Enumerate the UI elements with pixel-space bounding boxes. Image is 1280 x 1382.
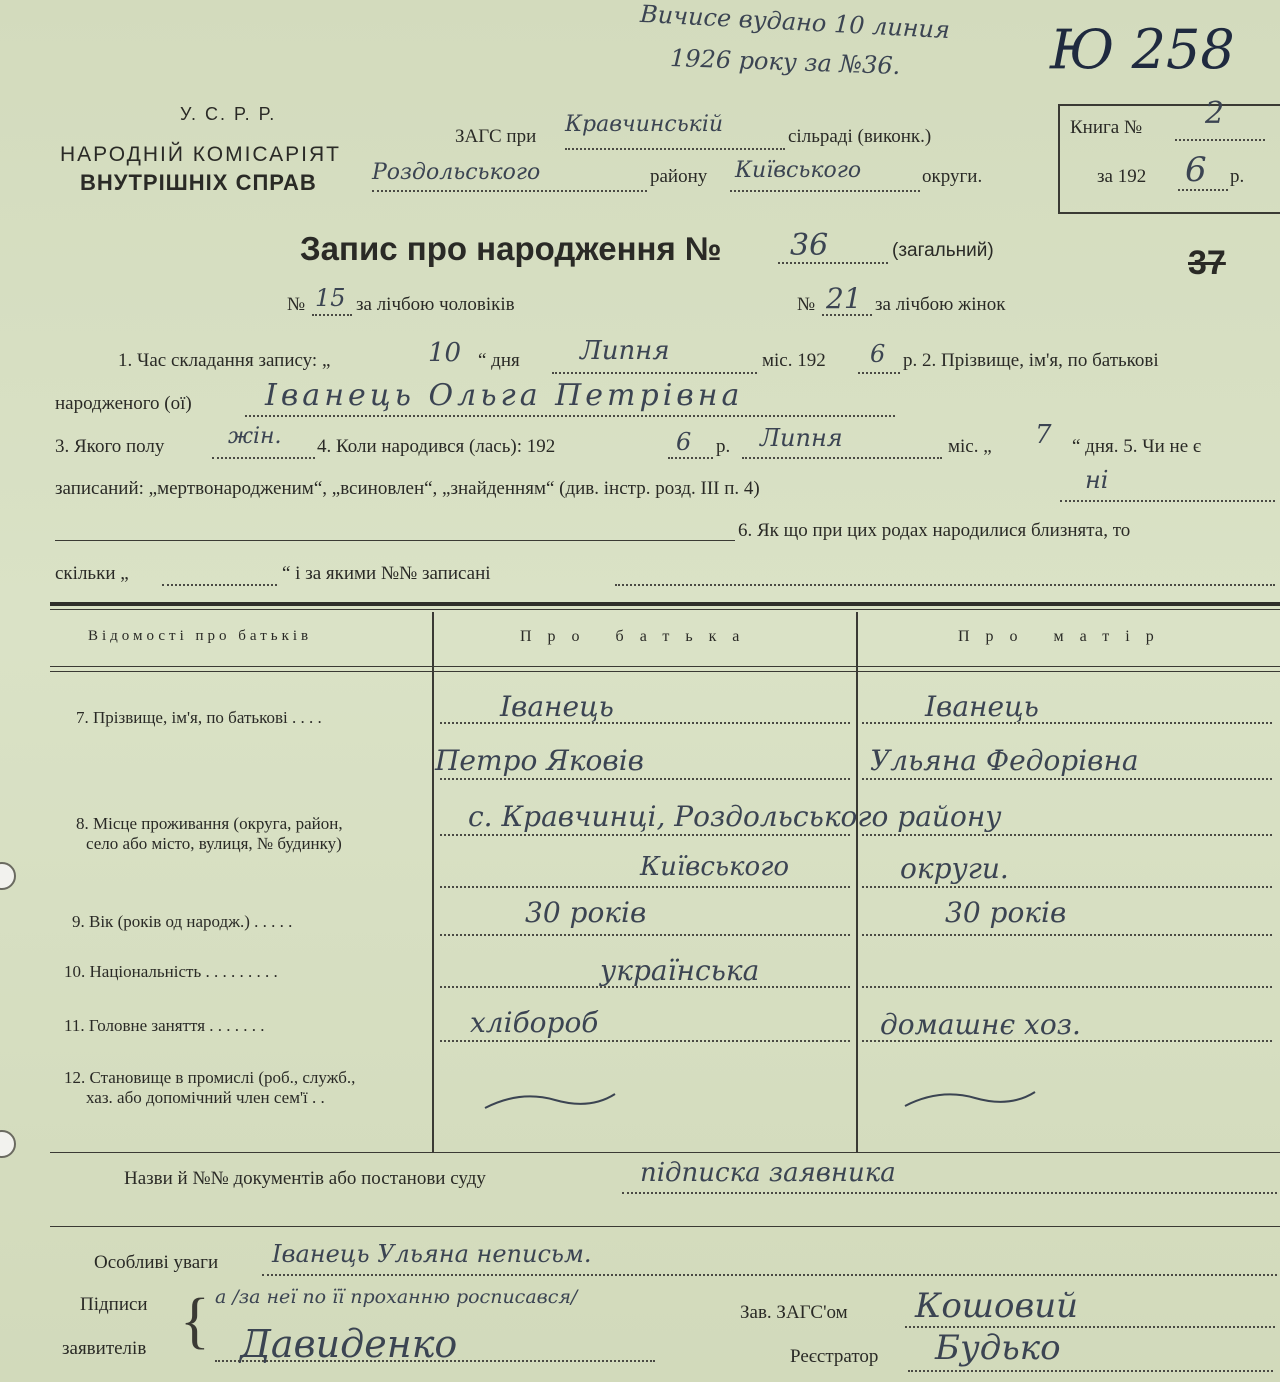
child-name-handwritten: Іванець Ольга Петрівна (265, 378, 744, 413)
father-surname: Іванець (500, 690, 614, 723)
child-name-dotline (245, 415, 895, 417)
field1-label-d: р. 2. Прізвище, ім'я, по батькові (903, 350, 1159, 371)
docs-label: Назви й №№ документів або постанови суду (124, 1168, 486, 1189)
notes-dotline (262, 1274, 1277, 1276)
field3-label-d: міс. „ (948, 436, 992, 457)
notes-label: Особливі уваги (94, 1252, 219, 1273)
row8b-dotline-mother (862, 886, 1272, 888)
father-status-dash (480, 1086, 620, 1116)
book-dotline (1175, 139, 1265, 141)
record-month-dotline (552, 372, 757, 374)
docs-handwritten: підписка заявника (640, 1158, 896, 1188)
archive-number: Ю 258 (1050, 18, 1235, 81)
birth-year-handwritten: 6 (676, 428, 692, 456)
table-bottom-rule (50, 1152, 1280, 1153)
record-number-handwritten: 36 (790, 228, 829, 263)
women-count-prefix: № (797, 294, 816, 315)
father-residence-line2: Київського (640, 852, 790, 882)
row8-dotline-mother (862, 834, 1272, 836)
men-count-handwritten: 15 (315, 284, 346, 312)
okrug-label: округи. (922, 166, 983, 187)
table-header-mother: Про матір (958, 628, 1170, 645)
record-year-handwritten: 6 (870, 340, 886, 368)
village-handwritten: Кравчинській (565, 112, 724, 137)
row7-dotline-mother (862, 722, 1272, 724)
village-dotline (565, 148, 785, 150)
notes-handwritten: Іванець Ульяна неписьм. (272, 1240, 592, 1268)
field6-blank-line (55, 540, 735, 541)
applicant-signature-a: а /за неї по її проханню росписався/ (215, 1286, 578, 1308)
field1-label-b: “ дня (478, 350, 520, 371)
record-title: Запис про народження № (300, 230, 722, 267)
republic-label: У. С. Р. Р. (180, 104, 277, 124)
men-count-dotline (312, 314, 352, 316)
row10-dotline-father (440, 986, 850, 988)
mother-surname: Іванець (925, 690, 1039, 723)
row9-dotline-father (440, 934, 850, 936)
zags-suffix: сільраді (виконк.) (788, 126, 932, 147)
row8-label-line2: село або місто, вулиця, № будинку) (86, 834, 342, 853)
signatures-brace: { (180, 1287, 210, 1355)
district-handwritten: Роздольського (372, 160, 541, 185)
zags-head-label: Зав. ЗАГС'ом (740, 1302, 848, 1323)
row12-label-line2: хаз. або допомічний член сем'ї . . (86, 1088, 325, 1107)
row9-label: 9. Вік (років од народж.) . . . . . (72, 912, 293, 931)
book-label: Книга № (1070, 117, 1143, 138)
father-nationality: українська (600, 954, 760, 987)
father-occupation: хлібороб (470, 1006, 599, 1039)
registrar-label: Реєстратор (790, 1346, 879, 1367)
field3-label-c: р. (716, 436, 731, 457)
record-day-handwritten: 10 (428, 338, 462, 368)
sex-handwritten: жін. (228, 424, 282, 449)
field5-label: записаний: „мертвонародженим“, „всиновлен“, „знайденням“ (див. інстр. розд. ІІІ п. 4) (55, 478, 760, 499)
registrar-dotline (908, 1370, 1273, 1372)
okrug-handwritten: Київського (735, 158, 862, 183)
sex-dotline (212, 457, 315, 459)
row7-dotline-father (440, 722, 850, 724)
field6b-label-a: скільки „ (55, 563, 129, 584)
father-age: 30 років (525, 896, 647, 929)
commissariat-line2: ВНУТРІШНІХ СПРАВ (80, 170, 317, 195)
mother-residence-line2: округи. (900, 852, 1009, 885)
record-number-dotline (778, 262, 888, 264)
row11-dotline-father (440, 1040, 850, 1042)
year-suffix: р. (1230, 166, 1245, 187)
twins-numbers-dotline (615, 584, 1275, 586)
row11-dotline-mother (862, 1040, 1272, 1042)
binder-hole (0, 862, 16, 890)
row9-dotline-mother (862, 934, 1272, 936)
field3-label-b: 4. Коли народився (лась): 192 (317, 436, 556, 457)
docs-dotline (622, 1192, 1277, 1194)
field1-label-a: 1. Час складання запису: „ (118, 350, 331, 371)
top-note-line1: Вичисе вудано 10 линия (639, 0, 951, 45)
book-number-handwritten: 2 (1205, 96, 1225, 131)
binder-hole (0, 1130, 16, 1158)
row7-label: 7. Прізвище, ім'я, по батькові . . . . (76, 708, 322, 727)
docs-blank-line (50, 1226, 1280, 1227)
twins-count-dotline (162, 584, 277, 586)
table-col-divider-1 (432, 612, 434, 1152)
mother-occupation: домашнє хоз. (880, 1008, 1081, 1041)
table-header-father: Про батька (520, 628, 756, 645)
row8-dotline-father (440, 834, 850, 836)
table-header-parents: Відомості про батьків (88, 628, 313, 644)
commissariat-line1: НАРОДНІЙ КОМІСАРІЯТ (60, 143, 341, 166)
women-count-handwritten: 21 (826, 282, 862, 315)
okrug-dotline (730, 190, 920, 192)
men-count-prefix: № (287, 294, 306, 315)
field6-label: 6. Як що при цих родах народилися близнята, то (738, 520, 1131, 541)
field1-label-c: міс. 192 (762, 350, 826, 371)
signatures-label-a: Підписи (80, 1294, 148, 1315)
table-top-rule (50, 602, 1280, 606)
field2-label: народженого (ої) (55, 393, 192, 414)
top-note-line2: 1926 року за №36. (669, 43, 901, 81)
applicant-signature-dotline (215, 1360, 655, 1362)
row7b-dotline-mother (862, 778, 1272, 780)
year-handwritten: 6 (1185, 150, 1207, 190)
signatures-label-b: заявителів (62, 1338, 147, 1359)
row11-label: 11. Головне заняття . . . . . . . (64, 1016, 265, 1035)
field6b-label-b: “ і за якими №№ записані (282, 563, 491, 584)
year-label: за 192 (1097, 166, 1147, 187)
field3-label-a: 3. Якого полу (55, 436, 165, 457)
year-dotline (1178, 189, 1228, 191)
father-residence-line1: с. Кравчинці, Роздольського району (468, 800, 1002, 833)
mother-given-names: Ульяна Федорівна (870, 744, 1139, 777)
row10-label: 10. Національність . . . . . . . . . (64, 962, 278, 981)
applicant-signature-b: Давиденко (240, 1322, 458, 1366)
men-count-label: за лічбою чоловіків (356, 294, 515, 315)
row7b-dotline-father (440, 778, 850, 780)
birth-day-handwritten: 7 (1035, 420, 1052, 450)
registrar-signature: Будько (935, 1328, 1061, 1368)
row8-label-line1: 8. Місце проживання (округа, район, (76, 814, 343, 833)
mother-status-dash (900, 1084, 1040, 1114)
crossed-record-number: 37 (1188, 244, 1226, 282)
district-label: району (650, 166, 708, 187)
row10-dotline-mother (862, 986, 1272, 988)
birth-month-dotline (742, 457, 942, 459)
women-count-label: за лічбою жінок (875, 294, 1006, 315)
table-header-rule-2 (50, 671, 1280, 672)
table-col-divider-2 (856, 612, 858, 1152)
women-count-dotline (822, 314, 872, 316)
general-label: (загальний) (892, 240, 994, 261)
field5-dotline (1060, 500, 1275, 502)
district-dotline (372, 190, 647, 192)
record-year-dotline (858, 372, 900, 374)
birth-year-dotline (668, 457, 713, 459)
field5-handwritten: ні (1085, 466, 1109, 494)
row12-label-line1: 12. Становище в промислі (роб., служб., (64, 1068, 356, 1087)
zags-head-signature: Кошовий (915, 1286, 1079, 1326)
table-header-rule (50, 666, 1280, 667)
father-given-names: Петро Яковів (435, 744, 644, 777)
birth-month-handwritten: Липня (760, 424, 843, 452)
table-top-rule-thin (50, 609, 1280, 610)
record-month-handwritten: Липня (580, 336, 670, 366)
field3-label-e: “ дня. 5. Чи не є (1072, 436, 1202, 457)
row8b-dotline-father (440, 886, 850, 888)
mother-age: 30 років (945, 896, 1067, 929)
zags-prefix: ЗАГС при (455, 126, 537, 147)
